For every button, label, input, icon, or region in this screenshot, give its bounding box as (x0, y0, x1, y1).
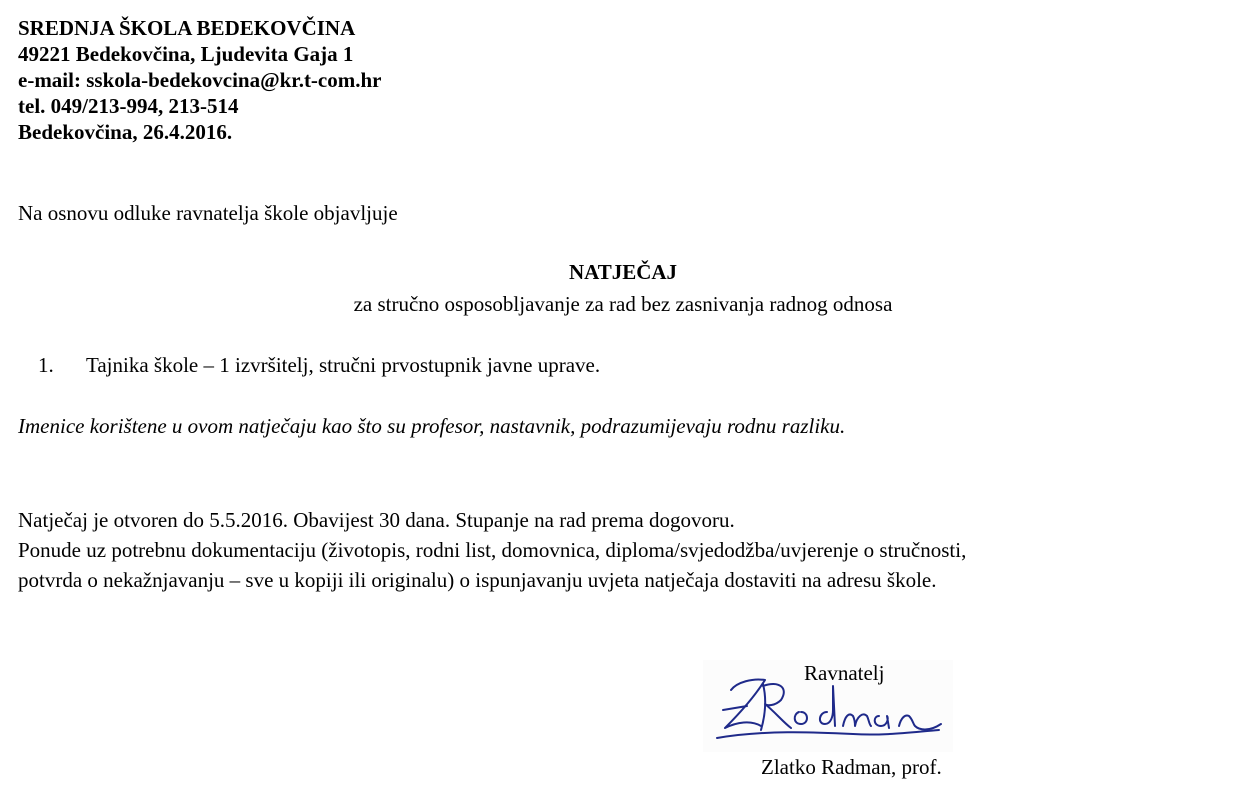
intro-text: Na osnovu odluke ravnatelja škole objavljuje (18, 201, 398, 225)
gender-note: Imenice korištene u ovom natječaju kao što su profesor, nastavnik, podrazumijevaju rodnu razliku. (18, 414, 846, 438)
document-subtitle: za stručno osposobljavanje za rad bez zasnivanja radnog odnosa (353, 292, 893, 316)
school-email: e-mail: sskola-bedekovcina@kr.t-com.hr (18, 68, 382, 92)
list-item-number: 1. (38, 353, 54, 377)
body-line-1: Natječaj je otvoren do 5.5.2016. Obavijest 30 dana. Stupanje na rad prema dogovoru. (18, 508, 735, 532)
signatory-name: Zlatko Radman, prof. (761, 755, 942, 779)
place-date: Bedekovčina, 26.4.2016. (18, 120, 233, 144)
signatory-role: Ravnatelj (804, 661, 885, 685)
school-phone: tel. 049/213-994, 213-514 (18, 94, 239, 118)
list-item-text: Tajnika škole – 1 izvršitelj, stručni prvostupnik javne uprave. (86, 353, 601, 377)
school-name: SREDNJA ŠKOLA BEDEKOVČINA (18, 16, 356, 40)
body-line-2: Ponude uz potrebnu dokumentaciju (životopis, rodni list, domovnica, diploma/svjedodžba/uvjerenje o stručnosti, (18, 538, 967, 562)
document-title: NATJEČAJ (568, 260, 678, 284)
school-address: 49221 Bedekovčina, Ljudevita Gaja 1 (18, 42, 354, 66)
body-line-3: potvrda o nekažnjavanju – sve u kopiji ili originalu) o ispunjavanju uvjeta natječaja dostaviti na adresu škole. (18, 568, 937, 592)
letterhead (18, 16, 382, 146)
